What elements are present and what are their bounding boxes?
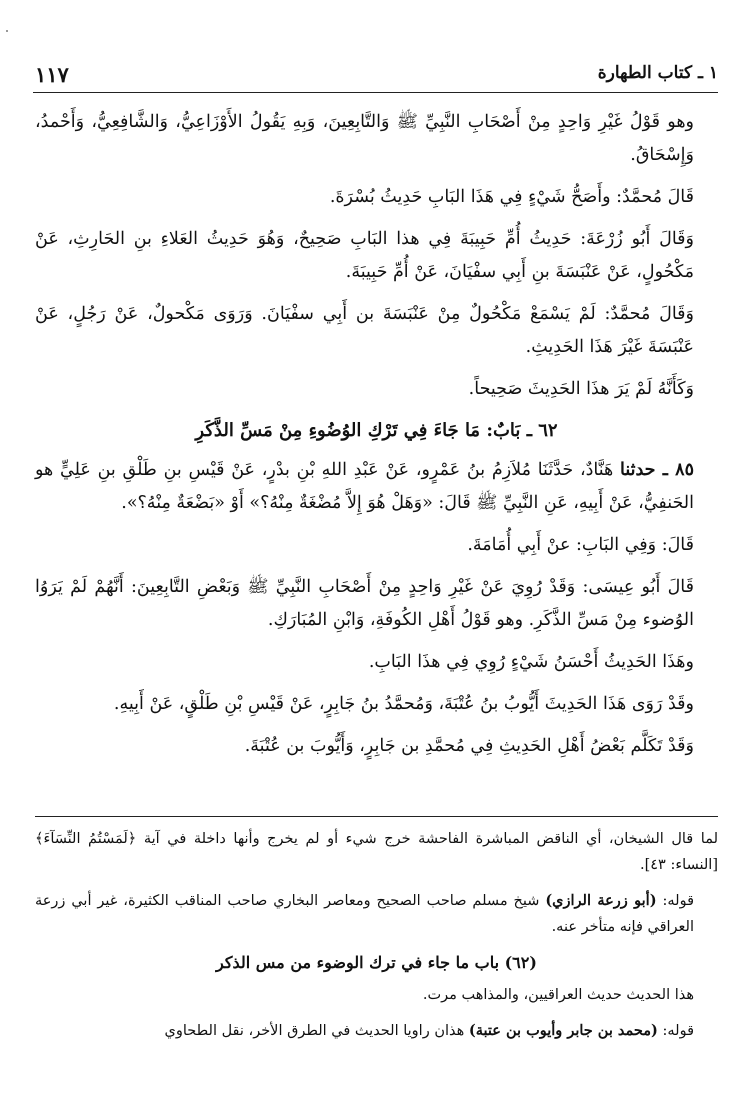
paragraph: وَقَدْ تَكَلَّم بَعْضُ أَهْلِ الحَدِيثِ فِي مُحمَّدِ بن جَابِرٍ، وَأَيُّوبَ بن عُتْبَةَ.	[244, 736, 694, 756]
book-title: ١ ـ كتاب الطهارة	[597, 63, 718, 83]
footnote-term: (محمد بن جابر وأيوب بن عتبة)	[468, 1022, 658, 1039]
footnote-prefix: قوله:	[656, 893, 694, 909]
footnote-term: (أبو زرعة الرازي)	[545, 892, 657, 909]
margin-mark	[6, 30, 8, 32]
paragraph: وَكَأَنَّهُ لَمْ يَرَ هذَا الحَدِيثَ صَحِيحاً.	[468, 379, 694, 399]
footnote: لما قال الشيخان، أي الناقض المباشرة الفاحشة خرج شيء أو لم يخرج وأنها داخلة في آية ﴿لَمَسْتُمُ النِّسَآءَ﴾ [النساء: ٤٣].	[35, 831, 718, 873]
paragraph: وقَدْ رَوَى هَذَا الحَدِيثَ أَيُّوبُ بنُ عُتْبَةَ، وَمُحمَّدُ بنُ جَابِرٍ، عَنْ قَيْسِ بْنِ طَلْقٍ، عَنْ أَبِيهِ.	[113, 694, 694, 714]
chapter-heading: ٦٢ ـ بَابٌ: مَا جَاءَ فِي تَرْكِ الوُضُوءِ مِنْ مَسِّ الذَّكَرِ	[195, 420, 558, 441]
main-text	[35, 106, 718, 772]
footnote-chapter-heading: (٦٢) باب ما جاء في ترك الوضوء من مس الذكر	[216, 953, 537, 972]
paragraph: وهو قَوْلُ غَيْرِ وَاحِدٍ مِنْ أَصْحَابِ النَّبِيِّ ﷺ وَالتَّابِعِينَ، وَبِهِ يَقُولُ الأَوْزَاعِيُّ، وَالشَّافِعِيُّ، وَأَحْمدُ، وَإِسْحَاقُ.	[35, 112, 694, 165]
footnote-rule	[35, 816, 718, 817]
paragraph: قَالَ: وَفِي البَابِ: عنْ أَبِي أُمَامَةَ.	[467, 535, 694, 555]
paragraph: وهَذَا الحَدِيثُ أَحْسَنُ شَيْءٍ رُوِي فِي هذَا البَابِ.	[368, 652, 694, 672]
footnote-text: شيخ مسلم صاحب الصحيح ومعاصر البخاري صاحب المناقب الكثيرة، غير أبي زرعة العراقي فإنه متأخر عنه.	[35, 893, 694, 935]
hadith-text: هَنَّادٌ، حَدَّثَنَا مُلاَزِمُ بنُ عَمْرٍو، عَنْ عَبْدِ اللهِ بْنِ بدْرٍ، عَنْ قَيْسِ بنِ طَلْقِ بنِ عَلِيٍّ هو الحَنفِيُّ، عَنْ أَبِيهِ، عَنِ النَّبِيِّ ﷺ قَالَ: «وَهَلْ هُوَ إِلاَّ مُضْغَةٌ مِنْهُ؟» أَوْ «بَضْعَةٌ مِنْهُ؟».	[35, 460, 694, 513]
paragraph: قَالَ أَبُو عِيسَى: وَقَدْ رُوِيَ عَنْ غَيْرِ وَاحِدٍ مِنْ أَصْحَابِ النَّبِيِّ ﷺ وَبَعْضِ التَّابِعِينَ: أَنَّهُمْ لَمْ يَرَوُا الوُضوء مِنْ مَسِّ الذَّكَرِ. وهو قَوْلُ أَهْلِ الكُوفَةِ، وَابْنِ المُبَارَكِ.	[35, 577, 694, 630]
page-number: ١١٧	[35, 62, 69, 87]
paragraph: وَقَالَ مُحمَّدٌ: لَمْ يَسْمَعْ مَكْحُولٌ مِنْ عَنْبَسَةَ بن أَبِي سفْيَانَ. وَرَوَى مَكْحولٌ، عَنْ رَجُلٍ، عَنْ عَنْبَسَةَ غَيْرَ هَذَا الحَدِيثِ.	[35, 304, 694, 357]
footnotes	[35, 826, 718, 1054]
paragraph: قَالَ مُحمَّدٌ: وأَصَحُّ شَيْءٍ فِي هَذَا البَابِ حَدِيثُ بُسْرَةَ.	[329, 187, 694, 207]
footnote	[35, 1018, 718, 1044]
footnote: هذا الحديث حديث العراقيين، والمذاهب مرت.	[422, 987, 694, 1003]
paragraph: وَقَالَ أَبُو زُرْعَةَ: حَدِيثُ أُمِّ حَبِيبَةَ فِي هذا البَابِ صَحِيحٌ، وَهُوَ حَدِيثُ العَلاءِ بنِ الحَارِثِ، عَنْ مَكْحُولٍ، عَنْ عَنْبَسَةَ بنِ أَبِي سفْيَانَ، عَنْ أُمِّ حَبِيبَةَ.	[35, 229, 694, 282]
header-rule	[33, 92, 718, 93]
footnote-text: هذان راويا الحديث في الطرق الأخر، نقل الطحاوي	[164, 1023, 469, 1039]
footnote-prefix: قوله:	[657, 1023, 694, 1039]
hadith-number: ٨٥ ـ حدثنا	[620, 460, 694, 480]
hadith-paragraph	[35, 454, 718, 520]
footnote	[35, 888, 718, 940]
page-header	[35, 62, 718, 87]
